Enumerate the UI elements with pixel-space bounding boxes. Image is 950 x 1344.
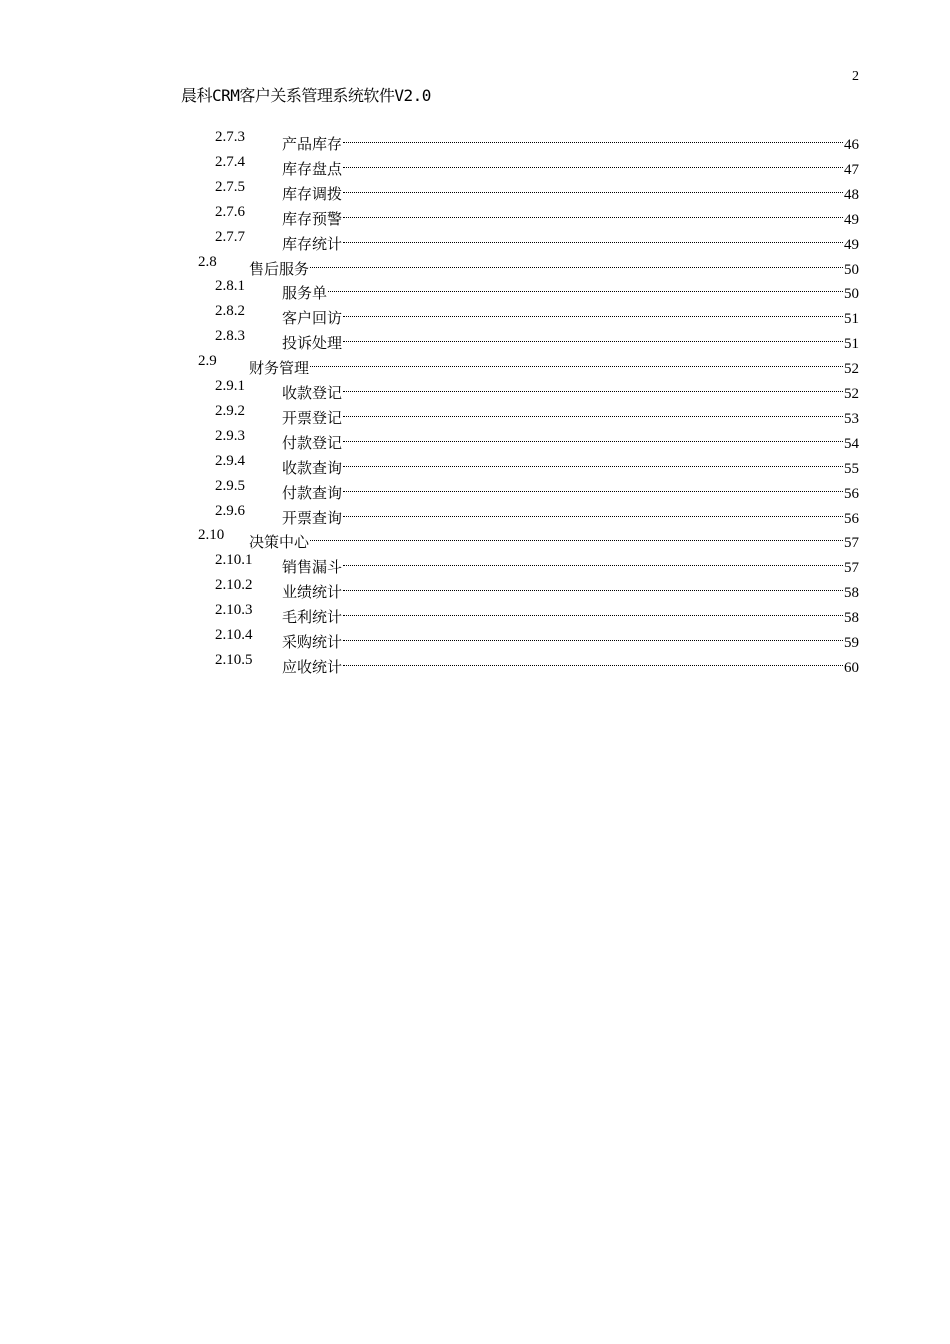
toc-entry-number: 2.9.4: [215, 452, 245, 469]
toc-entry-title: 应收统计: [282, 657, 343, 676]
toc-entry-page: 46: [844, 137, 859, 153]
toc-entry[interactable]: [0, 449, 950, 477]
toc-entry-title: 业绩统计: [282, 583, 343, 602]
toc-entry[interactable]: [0, 399, 950, 427]
toc-entry-title: 库存统计: [282, 234, 343, 253]
toc-entry-page: 49: [844, 211, 859, 228]
toc-entry[interactable]: [0, 200, 950, 228]
toc-entry-number: 2.8.2: [215, 303, 245, 320]
toc-entry[interactable]: [0, 474, 950, 502]
toc-entry-number: 2.9.1: [215, 378, 245, 394]
toc-entry[interactable]: [0, 424, 950, 452]
toc-entry-title: 采购统计: [282, 633, 343, 651]
toc-dot-leader: [342, 299, 844, 323]
toc-entry-page: 47: [844, 161, 859, 178]
toc-entry-title: 毛利统计: [282, 608, 343, 627]
toc-entry-number: 2.7.4: [215, 153, 245, 170]
toc-dot-leader: [342, 225, 844, 249]
toc-entry-number: 2.10.1: [215, 552, 253, 569]
toc-entry-number: 2.9.6: [215, 502, 245, 519]
toc-dot-leader: [342, 150, 844, 174]
toc-entry-page: 57: [844, 535, 859, 552]
toc-entry[interactable]: [0, 225, 950, 253]
toc-dot-leader: [342, 449, 844, 473]
toc-entry[interactable]: [0, 648, 950, 676]
toc-entry-number: 2.10.3: [215, 602, 253, 619]
toc-dot-leader: [309, 349, 844, 373]
toc-entry-number: 2.7.6: [215, 203, 245, 220]
toc-dot-leader: [342, 324, 844, 348]
toc-entry-number: 2.10.5: [215, 651, 253, 668]
toc-entry-number: 2.9.2: [215, 402, 245, 419]
toc-entry[interactable]: [0, 349, 950, 378]
toc-dot-leader: [327, 274, 844, 298]
toc-entry-title: 投诉处理: [282, 334, 343, 353]
toc-entry-title: 付款登记: [282, 433, 343, 452]
toc-entry-page: 50: [844, 286, 859, 303]
toc-entry-title: 库存调拨: [282, 184, 343, 203]
toc-entry-title: 开票登记: [282, 408, 343, 427]
toc-entry[interactable]: [0, 374, 950, 402]
toc-entry-page: 54: [844, 435, 859, 452]
toc-entry-page: 49: [844, 236, 859, 253]
toc-dot-leader: [342, 424, 844, 448]
toc-entry-number: 2.8: [198, 253, 217, 270]
toc-entry[interactable]: [0, 150, 950, 178]
toc-entry-page: 60: [844, 659, 859, 676]
toc-entry-page: 51: [844, 311, 859, 328]
toc-entry-page: 51: [844, 336, 859, 353]
toc-entry[interactable]: [0, 324, 950, 353]
toc-entry-title: 售后服务: [249, 259, 310, 278]
toc-dot-leader: [342, 474, 844, 498]
toc-entry[interactable]: [0, 274, 950, 303]
toc-dot-leader: [342, 573, 844, 597]
toc-entry-title: 开票查询: [282, 508, 343, 527]
toc-entry-line: [282, 648, 859, 680]
toc-entry-number: 2.10.4: [215, 627, 253, 643]
toc-dot-leader: [342, 598, 844, 622]
toc-dot-leader: [342, 648, 844, 672]
toc-dot-leader: [342, 175, 844, 199]
toc-entry-number: 2.10.2: [215, 577, 253, 594]
toc-entry-page: 57: [844, 560, 859, 577]
toc-entry-title: 决策中心: [249, 533, 310, 552]
toc-entry-title: 收款查询: [282, 458, 343, 477]
toc-entry-title: 产品库存: [282, 135, 343, 153]
toc-dot-leader: [342, 548, 844, 572]
page-number: 2: [852, 69, 859, 84]
toc-entry-number: 2.7.7: [215, 228, 245, 245]
toc-dot-leader: [342, 399, 844, 423]
toc-entry-title: 库存预警: [282, 209, 343, 228]
toc-entry-page: 58: [844, 585, 859, 602]
toc-entry-page: 56: [844, 510, 859, 527]
toc-entry-title: 收款登记: [282, 384, 343, 402]
toc-entry[interactable]: [0, 175, 950, 203]
toc-dot-leader: [342, 499, 844, 523]
toc-dot-leader: [342, 374, 844, 398]
toc-entry-title: 库存盘点: [282, 159, 343, 178]
toc-entry-number: 2.9.3: [215, 427, 245, 444]
toc-dot-leader: [342, 200, 844, 224]
document-header: 晨科CRM客户关系管理系统软件V2.0: [181, 86, 431, 105]
toc-dot-leader: [309, 250, 844, 274]
toc-entry-number: 2.9.5: [215, 477, 245, 494]
toc-entry[interactable]: [0, 523, 950, 552]
toc-dot-leader: [342, 623, 844, 647]
toc-dot-leader: [309, 523, 844, 547]
toc-entry-number: 2.8.3: [215, 328, 245, 345]
toc-entry[interactable]: [0, 499, 950, 527]
toc-entry[interactable]: [0, 548, 950, 577]
toc-entry-number: 2.8.1: [215, 278, 245, 295]
toc-entry[interactable]: [0, 573, 950, 602]
toc-entry-page: 55: [844, 460, 859, 477]
toc-dot-leader: [342, 125, 844, 149]
toc-entry-page: 59: [844, 635, 859, 651]
toc-entry[interactable]: [0, 623, 950, 651]
toc-entry-number: 2.7.3: [215, 129, 245, 145]
toc-entry[interactable]: [0, 299, 950, 328]
toc-entry-page: 52: [844, 386, 859, 402]
toc-entry[interactable]: [0, 598, 950, 627]
toc-entry-title: 付款查询: [282, 483, 343, 502]
toc-entry[interactable]: [0, 250, 950, 278]
toc-entry-page: 48: [844, 186, 859, 203]
toc-entry-page: 53: [844, 410, 859, 427]
toc-entry-page: 50: [844, 261, 859, 278]
toc-entry-page: 58: [844, 610, 859, 627]
toc-entry-number: 2.7.5: [215, 178, 245, 195]
toc-entry-page: 56: [844, 485, 859, 502]
toc-entry-title: 服务单: [282, 284, 328, 303]
toc-entry-number: 2.9: [198, 353, 217, 370]
toc-entry-title: 客户回访: [282, 309, 343, 328]
toc-entry-title: 销售漏斗: [282, 558, 343, 577]
toc-entry-page: 52: [844, 361, 859, 378]
toc-entry-number: 2.10: [198, 527, 225, 544]
toc-entry[interactable]: [0, 125, 950, 153]
toc-entry-title: 财务管理: [249, 359, 310, 378]
